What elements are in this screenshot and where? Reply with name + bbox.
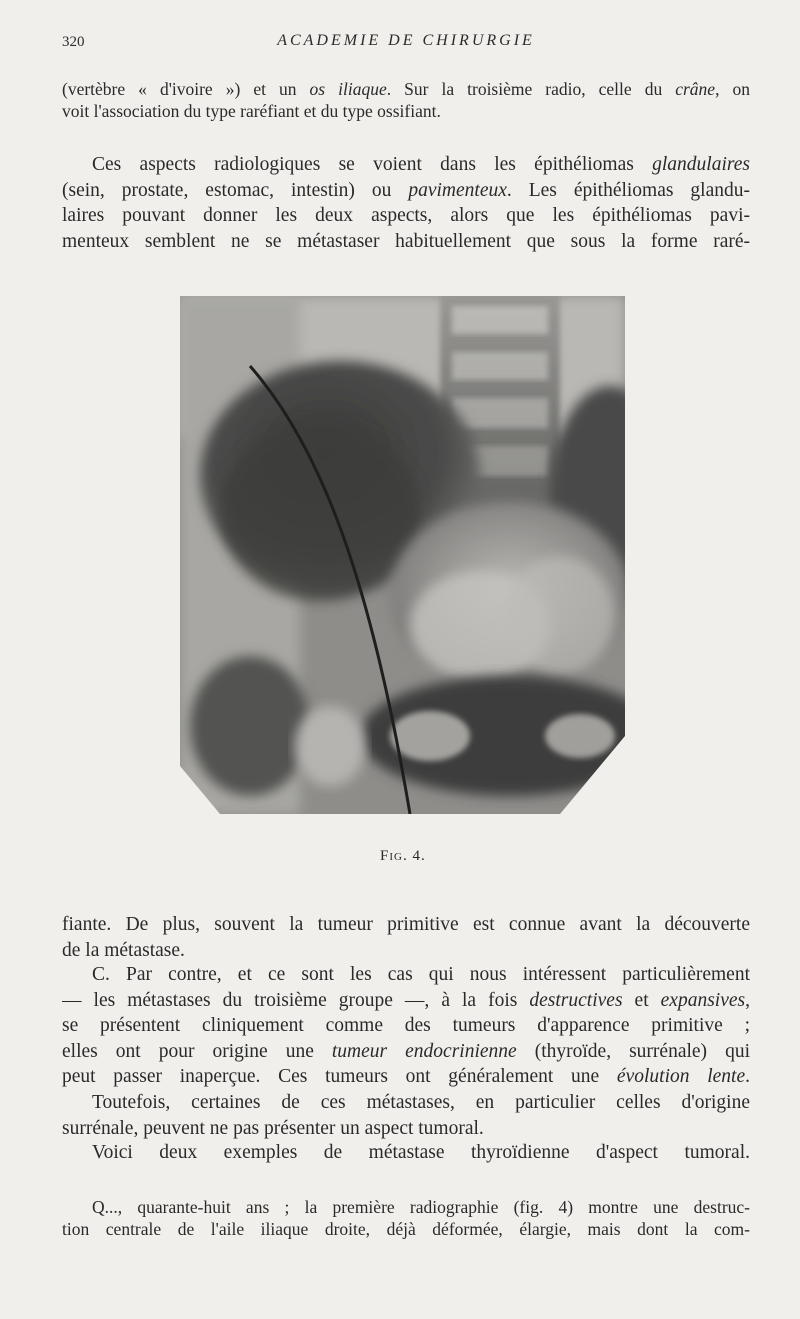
intro-paragraph: [62, 78, 750, 122]
text-line: Q..., quarante-huit ans ; la première radiographie (fig. 4) montre une destruc-: [92, 1197, 750, 1217]
text-line: voit l'association du type raréfiant et du type ossifiant.: [62, 101, 441, 121]
text-line: (sein, prostate, estomac, intestin) ou pavimenteux. Les épithéliomas glandu-: [62, 179, 750, 201]
toutefois-paragraph: [62, 1090, 750, 1141]
text-line: C. Par contre, et ce sont les cas qui nous intéressent particulièrement: [92, 964, 750, 985]
text-line: elles ont pour origine une tumeur endocrinienne (thyroïde, surrénale) qui: [62, 1040, 750, 1062]
page-number: 320: [62, 34, 85, 50]
case-paragraph: [62, 1196, 750, 1240]
emphasis: crâne: [675, 79, 716, 99]
figure-caption: Fig. 4.: [380, 848, 426, 864]
emphasis: destructives: [529, 989, 623, 1011]
page-header: [62, 30, 750, 56]
text-line: peut passer inaperçue. Ces tumeurs ont généralement une évolution lente.: [62, 1066, 750, 1087]
text-line: tion centrale de l'aile iliaque droite, déjà déformée, élargie, mais dont la com-: [62, 1219, 750, 1239]
text-line: Ces aspects radiologiques se voient dans les épithéliomas glandulaires: [92, 154, 750, 175]
emphasis: évolution lente: [616, 1066, 746, 1087]
text-line: laires pouvant donner les deux aspects, alors que les épithéliomas pavi-: [62, 205, 750, 226]
running-title: ACADEMIE DE CHIRURGIE: [277, 32, 535, 49]
text-line: menteux semblent ne se métastaser habituellement que sous la forme raré-: [62, 230, 750, 252]
text-line: — les métastases du troisième groupe —, à la fois destructives et expansives,: [62, 989, 750, 1011]
text-line: fiante. De plus, souvent la tumeur primitive est connue avant la découverte: [62, 914, 750, 935]
text-line: de la métastase.: [62, 939, 185, 961]
text-line: Voici deux exemples de métastase thyroïdienne d'aspect tumoral.: [92, 1142, 750, 1163]
emphasis: glandulaires: [652, 154, 750, 175]
text-line: Toutefois, certaines de ces métastases, en particulier celles d'origine: [92, 1092, 750, 1113]
aspects-paragraph: [62, 152, 750, 254]
text-line: se présentent cliniquement comme des tumeurs d'apparence primitive ;: [62, 1015, 750, 1036]
sacrum: [390, 501, 625, 691]
emphasis: os iliaque: [309, 79, 387, 99]
radiograph-image: [180, 296, 625, 814]
text-line: surrénale, peuvent ne pas présenter un aspect tumoral.: [62, 1117, 484, 1139]
fiante-paragraph: [62, 912, 750, 963]
emphasis: expansives: [660, 989, 746, 1011]
voici-paragraph: [62, 1140, 750, 1166]
text-line: (vertèbre « d'ivoire ») et un os iliaque. Sur la troisième radio, celle du crâne, on: [62, 79, 750, 99]
radiograph-figure: [180, 296, 625, 814]
emphasis: pavimenteux: [408, 179, 507, 201]
emphasis: tumeur endocrinienne: [331, 1040, 517, 1062]
c-paragraph: [62, 962, 750, 1090]
